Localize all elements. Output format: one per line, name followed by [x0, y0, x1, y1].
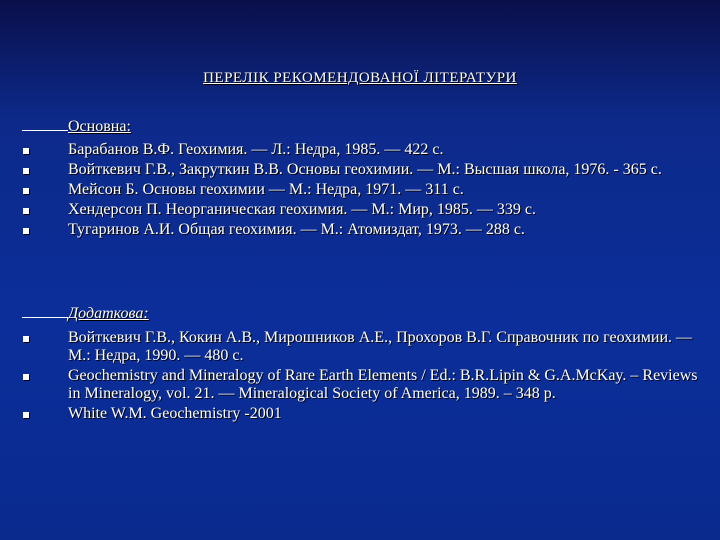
- list-item: Geochemistry and Mineralogy of Rare Earth Elements / Ed.: B.R.Lipin & G.A.McKay. – Reviews in Mineralogy, vol. 21. — Mineralogical Society of America, 1989. – 348 p.: [20, 367, 700, 403]
- square-bullet-icon: [23, 336, 29, 342]
- list-item: Тугаринов А.И. Общая геохимия. — М.: Атомиздат, 1973. — 288 с.: [20, 221, 700, 239]
- square-bullet-icon: [23, 412, 29, 418]
- list-item: Хендерсон П. Неорганическая геохимия. — М.: Мир, 1985. — 339 с.: [20, 201, 700, 219]
- square-bullet-icon: [23, 168, 29, 174]
- square-bullet-icon: [23, 208, 29, 214]
- square-bullet-icon: [23, 148, 29, 154]
- square-bullet-icon: [23, 374, 29, 380]
- square-bullet-icon: [23, 228, 29, 234]
- additional-literature-heading-text: Додаткова:: [68, 305, 149, 322]
- main-literature-heading-text: Основна:: [68, 118, 131, 135]
- list-item: Мейсон Б. Основы геохимии — М.: Недра, 1971. — 311 с.: [20, 181, 700, 199]
- list-item: Барабанов В.Ф. Геохимия. — Л.: Недра, 1985. — 422 с.: [20, 141, 700, 159]
- main-literature-heading: [22, 118, 131, 136]
- additional-literature-list: [20, 329, 700, 425]
- additional-literature-heading: [22, 305, 149, 323]
- square-bullet-icon: [23, 188, 29, 194]
- main-literature-list: [20, 141, 700, 241]
- list-item: White W.M. Geochemistry -2001: [20, 405, 700, 423]
- list-item: Войткевич Г.В., Кокин А.В., Мирошников А.Е., Прохоров В.Г. Справочник по геохимии. — М.: Недра, 1990. — 480 с.: [20, 329, 700, 365]
- heading-underline: [22, 317, 68, 318]
- heading-underline: [22, 130, 68, 131]
- page-title: ПЕРЕЛІК РЕКОМЕНДОВАНОЇ ЛІТЕРАТУРИ: [203, 70, 517, 86]
- list-item: Войткевич Г.В., Закруткин В.В. Основы геохимии. — М.: Высшая школа, 1976. - 365 с.: [20, 161, 700, 179]
